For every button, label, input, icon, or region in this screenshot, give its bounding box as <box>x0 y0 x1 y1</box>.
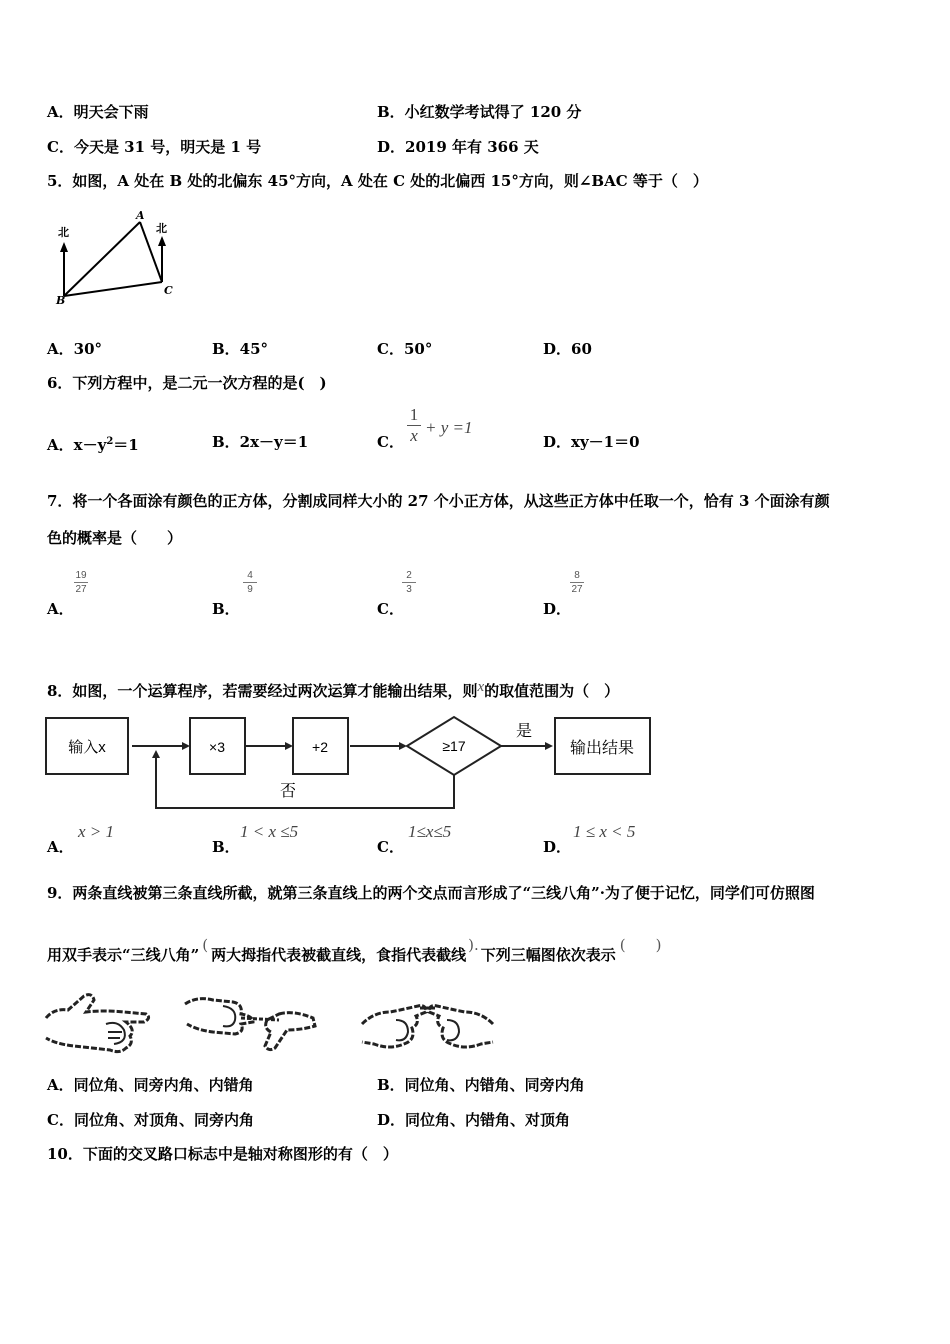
q7-option-a-fraction <box>74 570 88 595</box>
q9-option-c: C．同位角、对顶角、同旁内角 <box>47 1111 254 1129</box>
q6-stem: 6．下列方程中，是二元一次方程的是( ) <box>47 374 327 392</box>
q8-flow-yes: 是 <box>516 723 533 740</box>
q7-option-a-den: 27 <box>75 584 87 595</box>
q6-option-c-label: C． <box>377 433 404 451</box>
q8-stem-post: 的取值范围为（ ） <box>484 682 620 700</box>
q9-hands-figure-1 <box>44 990 154 1056</box>
q9-paren-close: ). <box>468 936 479 954</box>
q9-hands-figure-3 <box>360 990 495 1056</box>
q8-option-c-label: C． <box>377 838 404 856</box>
q9-answer-paren: ( ) <box>619 936 662 954</box>
q7-option-a-num: 19 <box>75 570 87 581</box>
q7-stem-line1: 7．将一个各面涂有颜色的正方体，分割成同样大小的 27 个小正方体，从这些正方体中任取一个，恰有 3 个面涂有颜 <box>47 492 830 510</box>
q6-option-c-rest: + y =1 <box>425 418 473 437</box>
q6-option-a <box>47 433 139 454</box>
q4-option-b: B．小红数学考试得了 120 分 <box>377 103 582 121</box>
q9-stem-line2-a: 用双手表示“三线八角” <box>47 946 200 964</box>
q8-option-a-expr: x > 1 <box>78 822 115 841</box>
q7-option-c-fraction <box>402 570 416 595</box>
q7-option-d-num: 8 <box>574 570 580 581</box>
q6-option-b: B．2x－y＝1 <box>212 433 309 451</box>
q9-stem-line2-b: 两大拇指代表被截直线，食指代表截线 <box>211 946 467 964</box>
q8-flow-times: ×3 <box>209 739 225 755</box>
q8-flow-no: 否 <box>280 783 297 800</box>
q6-option-a-expr: x－y <box>73 436 107 454</box>
q9-hands-figure-2 <box>183 990 318 1056</box>
q8-flow-compare: ≥17 <box>442 738 466 754</box>
q8-option-b-label: B． <box>212 838 240 856</box>
q9-stem-line2-c: 下列三幅图依次表示 <box>480 946 616 964</box>
q5-figure <box>50 208 190 308</box>
q7-option-d-label: D． <box>543 600 572 618</box>
q9-stem-line2 <box>47 936 662 964</box>
q4-option-d: D．2019 年有 366 天 <box>377 138 539 156</box>
q5-north-left: 北 <box>58 226 69 239</box>
q9-paren-open: ( <box>202 936 209 954</box>
q6-option-c-fraction <box>407 405 421 446</box>
q8-flow-output: 输出结果 <box>569 740 635 757</box>
q7-option-d-den: 27 <box>571 584 583 595</box>
q5-stem: 5．如图，A 处在 B 处的北偏东 45°方向，A 处在 C 处的北偏西 15°方向，则∠BAC 等于（ ） <box>47 172 708 190</box>
q4-option-c: C．今天是 31 号，明天是 1 号 <box>47 138 262 156</box>
q8-flow-plus: +2 <box>312 739 328 755</box>
q5-north-right: 北 <box>156 222 167 235</box>
q5-option-c: C．50° <box>377 340 433 358</box>
q4-option-a: A．明天会下雨 <box>47 103 149 121</box>
q8-option-b-expr: 1 < x ≤5 <box>240 822 299 841</box>
q6-option-a-tail: ＝1 <box>113 436 139 454</box>
q8-option-a-label: A． <box>47 838 74 856</box>
q5-label-c: C <box>164 284 173 297</box>
q9-option-d: D．同位角、内错角、对顶角 <box>377 1111 571 1129</box>
q9-stem-line1: 9．两条直线被第三条直线所截，就第三条直线上的两个交点而言形成了“三线八角”·为了便于记忆，同学们可仿照图 <box>47 884 815 902</box>
q7-option-b-fraction <box>243 570 257 595</box>
q7-option-b-den: 9 <box>247 584 253 595</box>
q5-option-d: D．60 <box>543 340 592 358</box>
q7-stem-line2: 色的概率是（ ） <box>47 529 183 547</box>
q7-option-c-den: 3 <box>406 584 412 595</box>
q7-option-b-num: 4 <box>247 570 253 581</box>
q5-label-a: A <box>136 209 145 222</box>
q7-option-b-label: B． <box>212 600 240 618</box>
q5-option-a: A．30° <box>47 340 103 358</box>
q7-option-d-fraction <box>570 570 584 595</box>
q8-option-d-expr: 1 ≤ x < 5 <box>573 822 636 841</box>
q8-option-d-label: D． <box>543 838 572 856</box>
q6-option-a-sup: 2 <box>106 436 114 447</box>
q9-option-a: A．同位角、同旁内角、内错角 <box>47 1076 254 1094</box>
q8-stem-var: x <box>477 679 485 695</box>
q10-stem: 10．下面的交叉路口标志中是轴对称图形的有（ ） <box>47 1145 398 1163</box>
q9-option-b: B．同位角、内错角、同旁内角 <box>377 1076 585 1094</box>
q6-option-c-den: x <box>410 426 418 445</box>
q7-option-c-label: C． <box>377 600 404 618</box>
q8-stem <box>47 679 620 701</box>
q6-option-c-num: 1 <box>409 405 419 424</box>
q6-option-d: D．xy－1＝0 <box>543 433 640 451</box>
q5-option-b: B．45° <box>212 340 269 358</box>
q8-flow-input: 输入x <box>68 739 106 756</box>
q8-flowchart <box>44 712 654 812</box>
q7-option-a-label: A． <box>47 600 74 618</box>
q7-option-c-num: 2 <box>406 570 412 581</box>
q5-label-b: B <box>56 294 66 307</box>
q8-option-c-expr: 1≤x≤5 <box>408 822 452 841</box>
q8-stem-pre: 8．如图，一个运算程序，若需要经过两次运算才能输出结果，则 <box>47 682 478 700</box>
q6-option-a-label: A． <box>47 436 74 454</box>
